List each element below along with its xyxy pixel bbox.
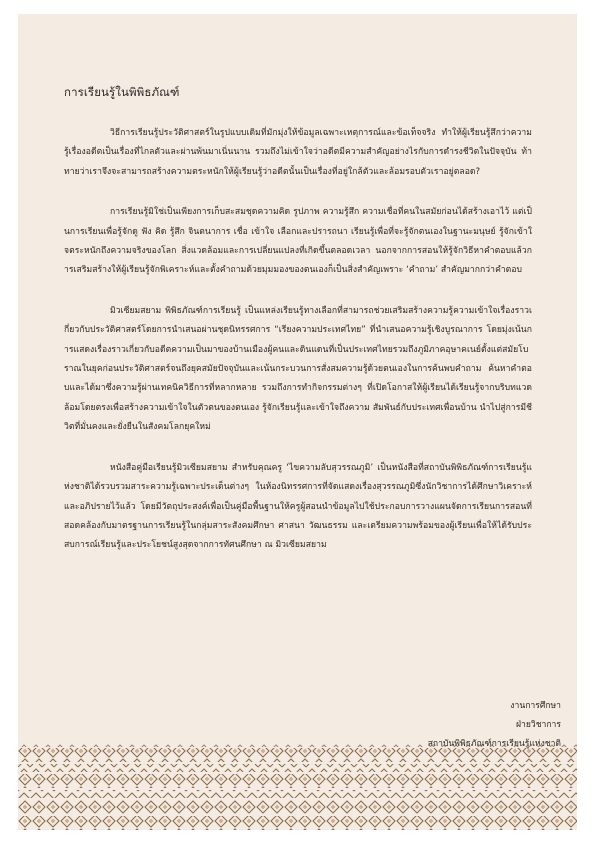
document-page bbox=[18, 14, 577, 830]
document-title: การเรียนรู้ในพิพิธภัณฑ์ bbox=[64, 85, 180, 99]
document-body bbox=[64, 84, 532, 556]
decorative-border-pattern bbox=[18, 744, 577, 830]
paragraph-1: วิธีการเรียนรู้ประวัติศาสตร์ในรูปแบบเดิมที่มักมุ่งให้ข้อมูลเฉพาะเหตุการณ์และข้อเท็จจริง ทำให้ผู้เรียนรู้สึกว่าความรู้เรื่องอดีตเป็นเรื่องที่ไกลตัวและผ่านพ้นมาเนิ่นนาน รวมถึงไม่เข้าใจว่าอดีตมีความสำคัญอย่างไรกับการดำรงชีวิตในปัจจุบัน ท้าทายว่าเราจึงจะสามารถสร้างความตระหนักให้ผู้เรียนรู้ว่าอดีตนั้นเป็นเรื่องที่อยู่ใกล้ตัวและล้อมรอบตัวเราอยู่ตลอด? bbox=[64, 128, 532, 177]
paragraph-3: มิวเซียมสยาม พิพิธภัณฑ์การเรียนรู้ เป็นแหล่งเรียนรู้ทางเลือกที่สามารถช่วยเสริมสร้างความรู้ความเข้าใจเรื่องราวเกี่ยวกับประวัติศาสตร์โดยการนำเสนอผ่านชุดนิทรรศการ “เรียงความประเทศไทย” ที่นำเสนอความรู้เชิงบูรณาการ โดยมุ่งเน้นการแสดงเรื่องราวเกี่ยวกับอดีตความเป็นมาของบ้านเมืองผู้คนและดินแดนที่เป็นประเทศไทยรวมถึงภูมิภาคอุษาคเนย์ตั้งแต่สมัยโบราณในยุคก่อนประวัติศาสตร์จนถึงยุคสมัยปัจจุบันและเน้นกระบวนการสั่งสมความรู้ด้วยตนเองในการค้นพบคำถาม ค้นหาคำตอบและได้มาซึ่งความรู้ผ่านเทคนิควิธีการที่หลากหลาย รวมถึงการทำกิจกรรมต่างๆ ที่เปิดโอกาสให้ผู้เรียนได้เรียนรู้จากบริบทแวดล้อมโดยตรงเพื่อสร้างความเข้าใจในตัวตนของตนเอง รู้จักเรียนรู้และเข้าใจถึงความ สัมพันธ์กับประเทศเพื่อนบ้าน นำไปสู่การมีชีวิตที่มั่นคงและยั่งยืนในสังคมโลกยุคใหม่ bbox=[64, 305, 532, 433]
signature-line-2: ฝ่ายวิชาการ bbox=[515, 720, 561, 731]
paragraph-2: การเรียนรู้มิใช่เป็นเพียงการเก็บสะสมชุดความคิด รูปภาพ ความรู้สึก ความเชื่อที่คนในสมัยก่อนได้สร้างเอาไว้ แต่เป็นการเรียนเพื่อรู้จักดู ฟัง คิด รู้สึก จินตนาการ เชื่อ เข้าใจ เลือกและปรารถนา เรียนรู้เพื่อที่จะรู้จักตนเองในฐานะมนุษย์ รู้จักเข้าใจตระหนักถึงความจริงของโลก สิ่งแวดล้อมและการเปลี่ยนแปลงที่เกิดขึ้นตลอดเวลา นอกจากการสอนให้รู้จักวิธีหาคำตอบแล้วการเสริมสร้างให้ผู้เรียนรู้จักพิเคราะห์และตั้งคำถามด้วยมุมมองของตนเองก็เป็นสิ่งสำคัญเพราะ ‘คำถาม’ สำคัญมากกว่าคำตอบ bbox=[64, 207, 532, 276]
signature-line-1: งานการศึกษา bbox=[510, 701, 561, 711]
paragraph-4: หนังสือคู่มือเรียนรู้มิวเซียมสยาม สำหรับคุณครู ‘ไขความลับสุวรรณภูมิ’ เป็นหนังสือที่สถาบันพิพิธภัณฑ์การเรียนรู้แห่งชาติได้รวบรวมสาระความรู้เฉพาะประเด็นต่างๆ ในห้องนิทรรศการที่จัดแสดงเรื่องสุวรรณภูมิซึ่งนักวิชาการได้ศึกษาวิเคราะห์และอภิปรายไว้แล้ว โดยมีวัตถุประสงค์เพื่อเป็นคู่มือพื้นฐานให้ครูผู้สอนนำข้อมูลไปใช้ประกอบการวางแผนจัดการเรียนการสอนที่สอดคล้องกับมาตรฐานการเรียนรู้ในกลุ่มสาระสังคมศึกษา ศาสนา วัฒนธรรม และเตรียมความพร้อมของผู้เรียนเพื่อให้ได้รับประสบการณ์เรียนรู้และประโยชน์สูงสุดจากการทัศนศึกษา ณ มิวเซียมสยาม bbox=[64, 462, 532, 551]
